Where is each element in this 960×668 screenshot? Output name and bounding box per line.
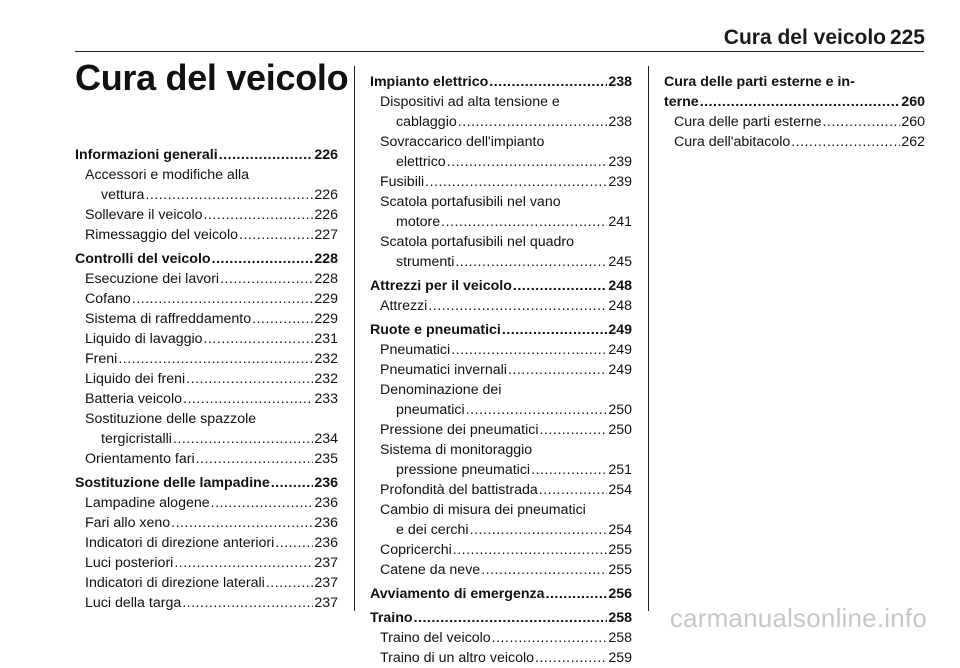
toc-page: 260: [901, 94, 925, 110]
watermark-text: carmanualsonline.info: [669, 603, 927, 633]
toc-entry[interactable]: [370, 628, 632, 648]
toc-page: 229: [314, 291, 338, 307]
toc-page: 238: [608, 74, 632, 90]
toc-entry[interactable]: [664, 112, 925, 132]
toc-page: 228: [314, 271, 338, 287]
toc-entry-label: Freni: [85, 351, 118, 367]
toc-entry[interactable]: [75, 513, 338, 533]
toc-entry-label: Scatola portafusibili nel quadro: [380, 234, 575, 250]
toc-entry-label: Batteria veicolo: [85, 391, 182, 407]
toc-entry[interactable]: [75, 553, 338, 573]
toc-entry-label-cont: e dei cerchi: [396, 522, 469, 538]
toc-entry[interactable]: [75, 269, 338, 289]
toc-entry-label: Sostituzione delle spazzole: [85, 411, 257, 427]
toc-entry-label: Traino del veicolo: [380, 630, 491, 646]
toc-page: 226: [314, 147, 338, 163]
toc-page: 239: [608, 154, 632, 170]
toc-entry-label: Pneumatici invernali: [380, 362, 507, 378]
toc-page: 254: [608, 482, 632, 498]
toc-entry[interactable]: [75, 389, 338, 409]
toc-entry[interactable]: [370, 192, 632, 232]
toc-entry[interactable]: [75, 349, 338, 369]
toc-entry-label: Liquido dei freni: [85, 371, 186, 387]
toc-page: 228: [314, 251, 338, 267]
toc-section-informazioni-generali: [75, 145, 338, 245]
toc-entry[interactable]: [370, 340, 632, 360]
toc-entry-label-cont: vettura: [101, 187, 145, 203]
toc-page: 248: [608, 278, 632, 294]
toc-entry[interactable]: [75, 573, 338, 593]
toc-section-title[interactable]: [370, 608, 632, 628]
toc-page: 254: [608, 522, 632, 538]
toc-page: 237: [314, 575, 338, 591]
toc-section-attrezzi: [370, 276, 632, 316]
toc-section-title[interactable]: [370, 276, 632, 296]
toc-entry[interactable]: [370, 560, 632, 580]
toc-entry-label-cont: strumenti: [396, 254, 455, 270]
toc-entry[interactable]: [75, 289, 338, 309]
toc-column-1: [75, 145, 338, 613]
toc-page: 260: [901, 114, 925, 130]
toc-entry[interactable]: [370, 648, 632, 668]
toc-section-impianto-elettrico: [370, 72, 632, 272]
toc-page: 236: [314, 515, 338, 531]
toc-section-traino: [370, 608, 632, 668]
toc-page: 234: [314, 431, 338, 447]
toc-entry-label: Sollevare il veicolo: [85, 207, 203, 223]
toc-column-3: [664, 72, 925, 152]
toc-page: 235: [314, 451, 338, 467]
header-rule: [75, 51, 924, 52]
toc-page: 258: [608, 610, 632, 626]
toc-entry[interactable]: [370, 480, 632, 500]
toc-entry-label: Esecuzione dei lavori: [85, 271, 220, 287]
toc-page: 236: [314, 535, 338, 551]
toc-page: 250: [608, 422, 632, 438]
toc-entry-label: Sistema di monitoraggio: [380, 442, 533, 458]
toc-entry-label: Fari allo xeno: [85, 515, 171, 531]
toc-entry-label: Sovraccarico dell'impianto: [380, 134, 545, 150]
toc-entry-label: Lampadine alogene: [85, 495, 210, 511]
toc-entry[interactable]: [75, 165, 338, 205]
toc-section-label-cont: terne: [664, 94, 699, 110]
toc-section-title[interactable]: [75, 473, 338, 493]
toc-entry-label: Cura dell'abitacolo: [674, 134, 791, 150]
toc-page: 249: [608, 322, 632, 338]
toc-page: 255: [608, 562, 632, 578]
page-header-title: Cura del veicolo: [723, 26, 886, 49]
toc-entry[interactable]: [75, 205, 338, 225]
toc-entry[interactable]: [664, 132, 925, 152]
toc-entry[interactable]: [75, 493, 338, 513]
toc-page: 248: [608, 298, 632, 314]
toc-entry-label: Copricerchi: [380, 542, 452, 558]
toc-column-2: [370, 72, 632, 668]
toc-page: 238: [608, 114, 632, 130]
page-number: 225: [889, 26, 925, 49]
toc-entry[interactable]: [370, 296, 632, 316]
column-divider-2: [648, 66, 649, 611]
toc-section-sostituzione-lampadine: [75, 473, 338, 613]
toc-page: 236: [314, 495, 338, 511]
toc-entry-label: Denominazione dei: [380, 382, 502, 398]
toc-page: 241: [608, 214, 632, 230]
toc-page: 249: [608, 342, 632, 358]
toc-entry-label-cont: motore: [396, 214, 441, 230]
toc-entry-label: Cura delle parti esterne: [674, 114, 822, 130]
toc-section-label: Informazioni generali: [75, 147, 218, 163]
toc-page: 249: [608, 362, 632, 378]
toc-page: 250: [608, 402, 632, 418]
toc-entry-label: Profondità del battistrada: [380, 482, 538, 498]
toc-entry[interactable]: [75, 369, 338, 389]
toc-entry-label: Pneumatici: [380, 342, 451, 358]
toc-entry-label-cont: tergicristalli: [101, 431, 172, 447]
toc-page: 231: [314, 331, 338, 347]
toc-entry[interactable]: [75, 593, 338, 613]
toc-section-label: Attrezzi per il veicolo: [370, 278, 512, 294]
toc-entry-label: Catene da neve: [380, 562, 481, 578]
toc-entry[interactable]: [370, 232, 632, 272]
toc-entry[interactable]: [370, 420, 632, 440]
toc-entry[interactable]: [75, 449, 338, 469]
toc-section-label: Traino: [370, 610, 413, 626]
toc-page: 237: [314, 555, 338, 571]
toc-entry[interactable]: [370, 500, 632, 540]
toc-section-title[interactable]: [370, 584, 632, 604]
toc-section-label: Sostituzione delle lampadine: [75, 475, 270, 491]
toc-section-cura-parti: [664, 72, 925, 152]
toc-page: 258: [608, 630, 632, 646]
toc-section-title[interactable]: [664, 92, 925, 112]
column-divider-1: [354, 66, 355, 611]
toc-entry-label: Indicatori di direzione anteriori: [85, 535, 275, 551]
toc-page: 232: [314, 371, 338, 387]
toc-page: 227: [314, 227, 338, 243]
toc-page: 251: [608, 462, 632, 478]
toc-page: 226: [314, 207, 338, 223]
toc-entry[interactable]: [75, 225, 338, 245]
toc-page: 262: [901, 134, 925, 150]
toc-entry[interactable]: [75, 309, 338, 329]
toc-section-avviamento-emergenza: [370, 584, 632, 604]
toc-entry-label: Dispositivi ad alta tensione e: [380, 94, 560, 110]
toc-entry-label: Pressione dei pneumatici: [380, 422, 539, 438]
toc-entry-label: Liquido di lavaggio: [85, 331, 203, 347]
toc-entry[interactable]: [370, 440, 632, 480]
toc-page: 233: [314, 391, 338, 407]
toc-page: 245: [608, 254, 632, 270]
toc-entry-label: Indicatori di direzione laterali: [85, 575, 265, 591]
toc-entry-label: Accessori e modifiche alla: [85, 167, 250, 183]
toc-entry[interactable]: [75, 533, 338, 553]
toc-entry-label: Rimessaggio del veicolo: [85, 227, 238, 243]
toc-entry-label-cont: pneumatici: [396, 402, 465, 418]
toc-page: 236: [314, 475, 338, 491]
toc-entry[interactable]: [75, 329, 338, 349]
toc-entry[interactable]: [370, 360, 632, 380]
toc-page: 259: [608, 650, 632, 666]
chapter-title: Cura del veicolo: [75, 57, 349, 98]
toc-entry[interactable]: [370, 380, 632, 420]
toc-section-label: Impianto elettrico: [370, 74, 489, 90]
toc-entry-label: Fusibili: [380, 174, 425, 190]
toc-entry[interactable]: [370, 172, 632, 192]
toc-page: 239: [608, 174, 632, 190]
toc-section-label: Ruote e pneumatici: [370, 322, 501, 338]
toc-page: 255: [608, 542, 632, 558]
toc-entry-label: Cofano: [85, 291, 131, 307]
toc-page: 237: [314, 595, 338, 611]
toc-section-label: Controlli del veicolo: [75, 251, 211, 267]
toc-section-ruote-pneumatici: [370, 320, 632, 580]
toc-section-controlli-del-veicolo: [75, 249, 338, 469]
toc-entry-label-cont: cablaggio: [396, 114, 457, 130]
toc-page: 226: [314, 187, 338, 203]
toc-section-title[interactable]: [75, 249, 338, 269]
toc-entry[interactable]: [370, 92, 632, 132]
toc-section-title[interactable]: [370, 72, 632, 92]
toc-entry-label-cont: elettrico: [396, 154, 446, 170]
toc-section-title[interactable]: [370, 320, 632, 340]
toc-entry-label-cont: pressione pneumatici: [396, 462, 531, 478]
toc-entry[interactable]: [370, 132, 632, 172]
toc-page: 229: [314, 311, 338, 327]
toc-entry-label: Sistema di raffreddamento: [85, 311, 252, 327]
toc-entry[interactable]: [75, 409, 338, 449]
toc-entry-label: Attrezzi: [380, 298, 428, 314]
toc-entry-label: Traino di un altro veicolo: [380, 650, 535, 666]
toc-entry-label: Scatola portafusibili nel vano: [380, 194, 561, 210]
toc-section-label[interactable]: Cura delle parti esterne e in-: [664, 74, 855, 90]
toc-entry-label: Orientamento fari: [85, 451, 195, 467]
toc-page: 232: [314, 351, 338, 367]
toc-entry-label: Luci posteriori: [85, 555, 174, 571]
toc-entry-label: Luci della targa: [85, 595, 182, 611]
toc-section-title[interactable]: [75, 145, 338, 165]
toc-section-label: Avviamento di emergenza: [370, 586, 545, 602]
toc-page: 256: [608, 586, 632, 602]
toc-entry[interactable]: [370, 540, 632, 560]
toc-entry-label: Cambio di misura dei pneumatici: [380, 502, 586, 518]
